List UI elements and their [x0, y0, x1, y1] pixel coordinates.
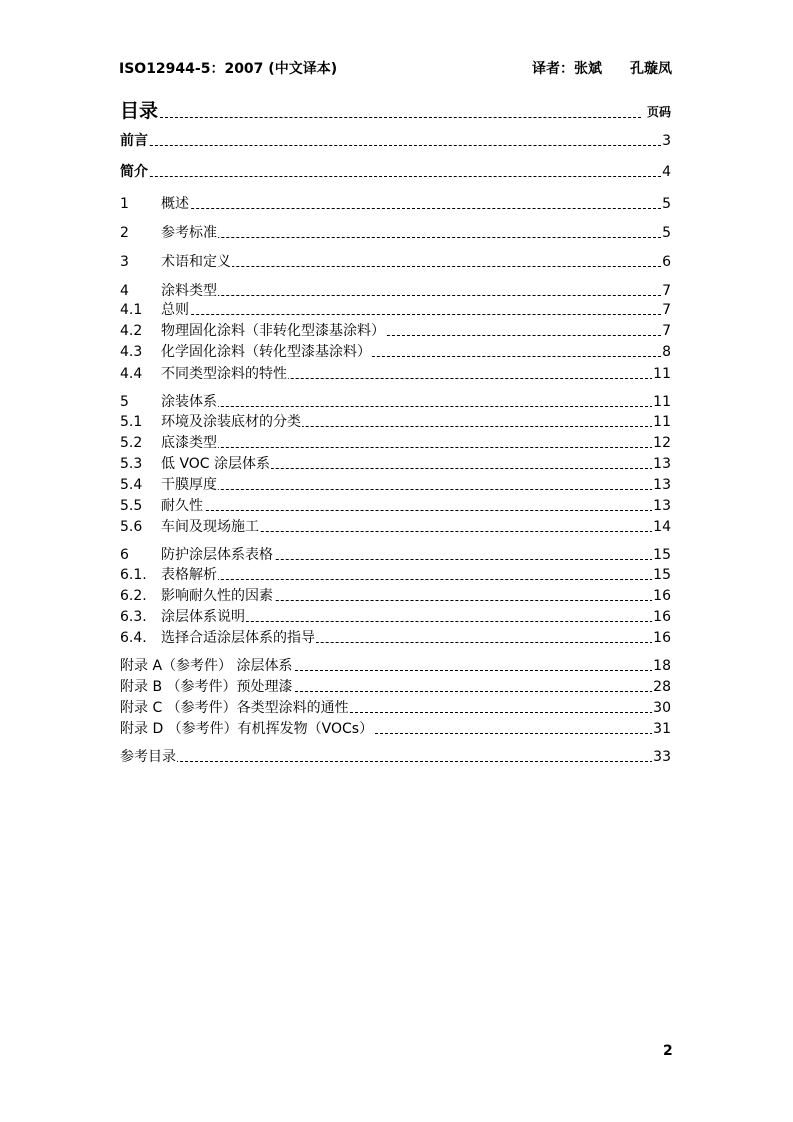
toc-entry-label: 参考目录 [120, 749, 176, 765]
toc-entry-page: 6 [662, 254, 671, 270]
leader-dots [161, 295, 661, 296]
toc-entry-label: 附录 A（参考件） 涂层体系 [120, 658, 293, 674]
leader-dots [160, 117, 641, 118]
toc-entry[interactable] [120, 322, 671, 340]
leader-dots [161, 489, 653, 490]
leader-dots [120, 761, 653, 762]
toc-entry-page: 31 [653, 721, 671, 737]
toc-entry-page: 4 [662, 164, 671, 180]
toc-entry-page: 13 [653, 456, 671, 472]
toc-entry-label: 防护涂层体系表格 [161, 547, 273, 563]
toc-entry-number: 5.4 [120, 477, 143, 493]
toc-entry-page: 33 [653, 749, 671, 765]
toc-entry[interactable] [120, 720, 671, 738]
toc-entry-label: 简介 [120, 164, 148, 180]
toc-entry[interactable] [120, 393, 671, 411]
translators [532, 58, 672, 78]
toc-entry[interactable] [120, 365, 671, 383]
toc-entry-page: 14 [653, 519, 671, 535]
leader-dots [161, 314, 661, 315]
toc-entry-number: 1 [120, 196, 129, 212]
toc-entry[interactable] [120, 629, 671, 647]
toc-heading [120, 98, 671, 122]
toc-entry-number: 5.2 [120, 435, 143, 451]
leader-dots [161, 579, 653, 580]
toc-entry-label: 涂装体系 [161, 394, 217, 410]
toc-entry-label: 选择合适涂层体系的指导 [161, 630, 315, 646]
toc-entry-label: 参考标准 [161, 225, 217, 241]
toc-entry[interactable] [120, 434, 671, 452]
toc-entry[interactable] [120, 301, 671, 319]
toc-entry-page: 13 [653, 498, 671, 514]
toc-entry-page: 11 [653, 366, 671, 382]
toc-entry[interactable] [120, 476, 671, 494]
toc-entry[interactable] [120, 518, 671, 536]
toc-entry-page: 5 [662, 196, 671, 212]
toc-entry-number: 4.2 [120, 323, 143, 339]
toc-entry-page: 16 [653, 609, 671, 625]
toc-entry-number: 3 [120, 254, 129, 270]
toc-entry[interactable] [120, 748, 671, 766]
toc-entry[interactable] [120, 253, 671, 271]
toc-entry-label: 表格解析 [161, 567, 217, 583]
toc-entry[interactable] [120, 587, 671, 605]
toc-entry-label: 耐久性 [161, 498, 203, 514]
toc-entry-label: 化学固化涂料（转化型漆基涂料） [161, 344, 371, 360]
page-header [119, 58, 672, 78]
toc-entry-page: 7 [662, 283, 671, 299]
toc-entry-page: 7 [662, 323, 671, 339]
toc-entry[interactable] [120, 224, 671, 242]
toc-entry-label: 影响耐久性的因素 [161, 588, 273, 604]
leader-dots [120, 145, 661, 146]
toc-entry[interactable] [120, 608, 671, 626]
toc-entry-number: 4.4 [120, 366, 143, 382]
toc-entry-number: 5 [120, 394, 129, 410]
toc-entry-label: 涂层体系说明 [161, 609, 245, 625]
toc-entry-page: 12 [653, 435, 671, 451]
toc-entry-number: 4.1 [120, 302, 143, 318]
toc-entry-label: 低 VOC 涂层体系 [161, 456, 271, 472]
toc-entry-page: 28 [653, 679, 671, 695]
toc-entry-page: 18 [653, 658, 671, 674]
toc-entry[interactable] [120, 566, 671, 584]
toc-entry[interactable] [120, 546, 671, 564]
toc-entry-number: 5.3 [120, 456, 143, 472]
toc-entry-page: 30 [653, 700, 671, 716]
toc-entry-page: 5 [662, 225, 671, 241]
toc-entry-number: 4 [120, 283, 129, 299]
toc-entry[interactable] [120, 282, 671, 300]
toc-entry-page: 13 [653, 477, 671, 493]
toc-entry-page: 16 [653, 588, 671, 604]
document-title: ISO12944-5：2007 (中文译本) [119, 61, 338, 77]
toc-entry-label: 附录 C （参考件）各类型涂料的通性 [120, 700, 349, 716]
toc-entry-number: 5.5 [120, 498, 143, 514]
toc-title: 目录 [120, 100, 159, 122]
toc-entry-label: 车间及现场施工 [161, 519, 259, 535]
toc-entry[interactable] [120, 699, 671, 717]
leader-dots [161, 208, 661, 209]
toc-entry[interactable] [120, 657, 671, 675]
page-number: 2 [663, 1043, 673, 1059]
toc-entry[interactable] [120, 343, 671, 361]
toc-entry-label: 术语和定义 [161, 254, 231, 270]
toc-entry-label: 前言 [120, 133, 148, 149]
leader-dots [161, 406, 653, 407]
toc-entry-label: 不同类型涂料的特性 [161, 366, 287, 382]
toc-entry-page: 7 [662, 302, 671, 318]
toc-entry-page: 8 [662, 344, 671, 360]
leader-dots [161, 266, 661, 267]
toc-entry[interactable] [120, 163, 671, 181]
toc-entry-number: 6.2. [120, 588, 147, 604]
toc-entry-page: 11 [653, 394, 671, 410]
leader-dots [161, 447, 653, 448]
toc-entry[interactable] [120, 455, 671, 473]
page-column-label: 页码 [646, 105, 671, 119]
toc-entry-number: 4.3 [120, 344, 143, 360]
toc-entry-label: 物理固化涂料（非转化型漆基涂料） [161, 323, 385, 339]
toc-entry-label: 涂料类型 [161, 283, 217, 299]
toc-entry-number: 2 [120, 225, 129, 241]
toc-entry-label: 概述 [161, 196, 189, 212]
toc-entry[interactable] [120, 132, 671, 150]
toc-entry[interactable] [120, 497, 671, 515]
toc-entry-page: 15 [653, 547, 671, 563]
toc-entry-page: 11 [653, 414, 671, 430]
toc-entry-number: 5.1 [120, 414, 143, 430]
translator-2: 孔璇凤 [630, 61, 672, 77]
translator-label: 译者：张斌 [532, 61, 602, 77]
toc-entry-label: 总则 [161, 302, 189, 318]
toc-entry[interactable] [120, 413, 671, 431]
leader-dots [161, 237, 661, 238]
toc-entry-label: 底漆类型 [161, 435, 217, 451]
toc-entry-label: 环境及涂装底材的分类 [161, 414, 301, 430]
toc-entry-number: 6.4. [120, 630, 147, 646]
toc-entry-label: 干膜厚度 [161, 477, 217, 493]
leader-dots [120, 176, 661, 177]
toc-entry-label: 附录 D （参考件）有机挥发物（VOCs） [120, 721, 374, 737]
toc-entry-number: 6.3. [120, 609, 147, 625]
leader-dots [161, 510, 653, 511]
toc-entry-number: 5.6 [120, 519, 143, 535]
toc-entry-number: 6.1. [120, 567, 147, 583]
toc-entry-page: 16 [653, 630, 671, 646]
toc-entry-label: 附录 B （参考件）预处理漆 [120, 679, 293, 695]
toc-entry[interactable] [120, 678, 671, 696]
toc-entry-number: 6 [120, 547, 129, 563]
toc-entry[interactable] [120, 195, 671, 213]
toc-entry-page: 15 [653, 567, 671, 583]
toc-entry-page: 3 [662, 133, 671, 149]
